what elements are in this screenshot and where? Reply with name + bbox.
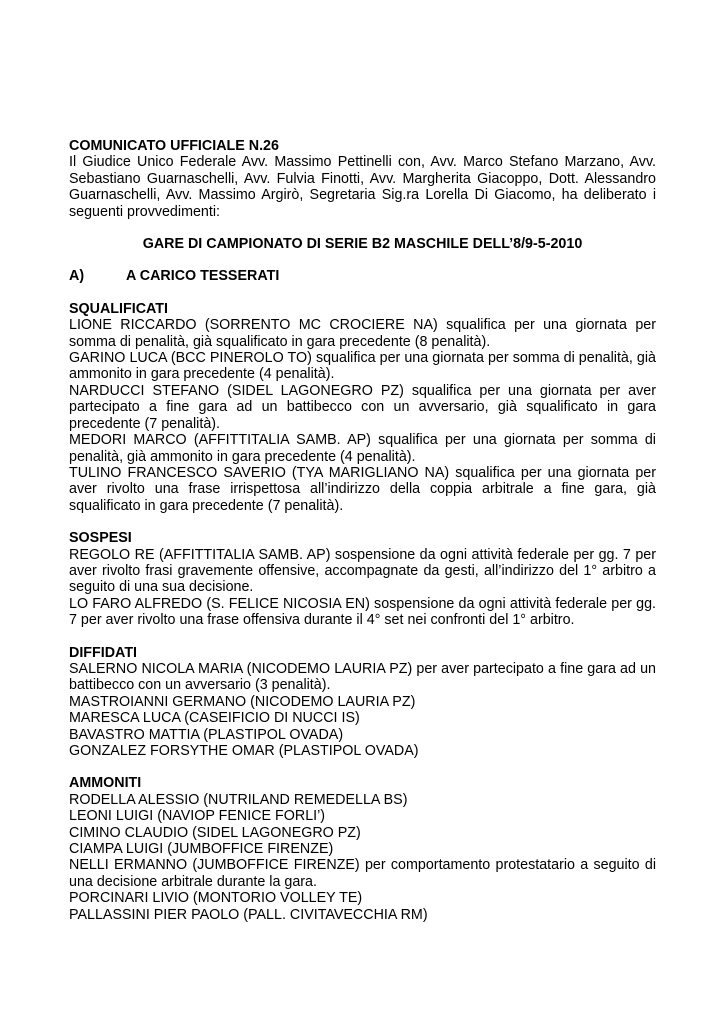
document-page xyxy=(69,138,656,923)
sospesi-heading: SOSPESI xyxy=(69,530,132,547)
ammoniti-item: NELLI ERMANNO (JUMBOFFICE FIRENZE) per comportamento protestatario a seguito di una decisione arbitrale durante la gara. xyxy=(69,857,656,890)
diffidati-item: MASTROIANNI GERMANO (NICODEMO LAURIA PZ) xyxy=(69,693,416,710)
squalificati-item: MEDORI MARCO (AFFITTITALIA SAMB. AP) squalifica per una giornata per somma di penalità, già ammonito in gara precedente (4 penalità). xyxy=(69,432,656,465)
document-title: COMUNICATO UFFICIALE N.26 xyxy=(69,138,279,154)
section-letter: A) xyxy=(69,268,85,285)
championship-heading: GARE DI CAMPIONATO DI SERIE B2 MASCHILE DELL’8/9-5-2010 xyxy=(142,236,583,253)
ammoniti-heading: AMMONITI xyxy=(69,775,142,792)
ammoniti-item: PORCINARI LIVIO (MONTORIO VOLLEY TE) xyxy=(69,890,363,907)
squalificati-item: TULINO FRANCESCO SAVERIO (TYA MARIGLIANO NA) squalifica per una giornata per aver rivolto una frase irrispettosa all’indirizzo della coppia arbitrale a fine gara, già squalificato in gara precedente (7 penalità). xyxy=(69,464,656,514)
ammoniti-item: LEONI LUIGI (NAVIOP FENICE FORLI’) xyxy=(69,808,326,825)
section-a-heading xyxy=(69,268,656,284)
section-label: A CARICO TESSERATI xyxy=(126,268,280,285)
intro-paragraph: Il Giudice Unico Federale Avv. Massimo Pettinelli con, Avv. Marco Stefano Marzano, Avv. Sebastiano Guarnaschelli, Avv. Fulvia Finotti, Avv. Margherita Giacoppo, Dott. Alessandro Guarnaschelli, Avv. Massimo Argirò, Segretaria Sig.ra Lorella Di Giacomo, ha deliberato i seguenti provvedimenti: xyxy=(69,154,656,220)
squalificati-item: LIONE RICCARDO (SORRENTO MC CROCIERE NA) squalifica per una giornata per somma di penalità, già squalificato in gara precedente (8 penalità). xyxy=(69,317,656,350)
diffidati-item: SALERNO NICOLA MARIA (NICODEMO LAURIA PZ) per aver partecipato a fine gara ad un battibecco con un avversario (3 penalità). xyxy=(69,660,656,694)
squalificati-item: NARDUCCI STEFANO (SIDEL LAGONEGRO PZ) squalifica per una giornata per aver partecipato a fine gara ad un battibecco con un avversario, già squalificato in gara precedente (7 penalità). xyxy=(69,382,656,432)
diffidati-heading: DIFFIDATI xyxy=(69,644,138,661)
squalificati-heading: SQUALIFICATI xyxy=(69,300,169,317)
ammoniti-item: CIMINO CLAUDIO (SIDEL LAGONEGRO PZ) xyxy=(69,824,361,841)
sospesi-item: LO FARO ALFREDO (S. FELICE NICOSIA EN) sospensione da ogni attività federale per gg. 7 per aver rivolto una frase offensiva durante il 4° set nei confronti del 1° arbitro. xyxy=(69,595,656,629)
ammoniti-item: PALLASSINI PIER PAOLO (PALL. CIVITAVECCHIA RM) xyxy=(69,906,428,923)
squalificati-item: GARINO LUCA (BCC PINEROLO TO) squalifica per una giornata per somma di penalità, già ammonito in gara precedente (4 penalità). xyxy=(69,350,656,383)
diffidati-item: MARESCA LUCA (CASEIFICIO DI NUCCI IS) xyxy=(69,710,360,727)
diffidati-item: GONZALEZ FORSYTHE OMAR (PLASTIPOL OVADA) xyxy=(69,743,419,759)
ammoniti-item: CIAMPA LUIGI (JUMBOFFICE FIRENZE) xyxy=(69,841,334,858)
sospesi-item: REGOLO RE (AFFITTITALIA SAMB. AP) sospensione da ogni attività federale per gg. 7 per aver rivolto frasi gravemente offensive, accompagnate da gesti, all’indirizzo del 1° arbitro a seguito di una sua decisione. xyxy=(69,546,656,596)
ammoniti-item: RODELLA ALESSIO (NUTRILAND REMEDELLA BS) xyxy=(69,791,408,808)
diffidati-item: BAVASTRO MATTIA (PLASTIPOL OVADA) xyxy=(69,726,344,743)
